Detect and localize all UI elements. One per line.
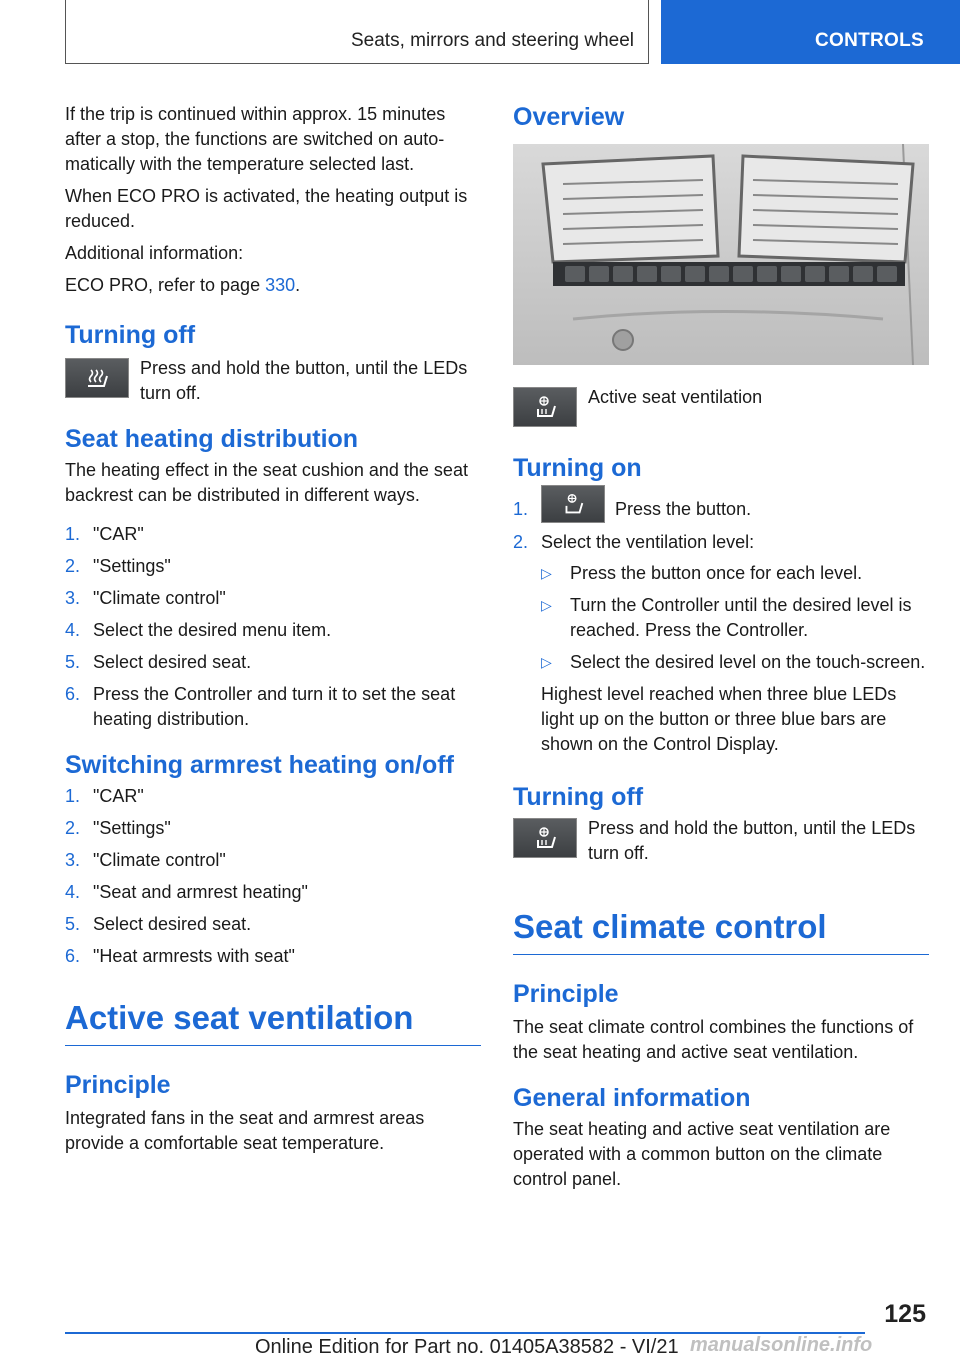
principle-text: Integrated fans in the seat and armrest areas provide a comfortable seat temperature. [65, 1108, 425, 1153]
step-number: 2. [65, 818, 81, 838]
step-number: 3. [65, 588, 81, 608]
step-number: 2. [65, 556, 81, 576]
intro-paragraph-2: When ECO PRO is activated, the heating output is reduced. [65, 186, 468, 231]
sub-step-text: Press the button once for each level. [570, 563, 863, 584]
step-number: 6. [65, 684, 81, 704]
turning-on-steps [513, 497, 929, 764]
step-content [541, 497, 751, 523]
controls-tab [661, 0, 960, 64]
distribution-heading: Seat heating distribution [65, 425, 359, 453]
step-number: 2. [513, 532, 529, 553]
step-text: "Settings" [93, 818, 171, 838]
climate-section-heading: Seat climate control [513, 908, 929, 955]
header-section-box [65, 0, 649, 64]
triangle-bullet-icon: ▷ [541, 565, 552, 582]
turning-off-row [65, 356, 481, 406]
turning-off-heading: Turning off [65, 321, 196, 349]
turning-off-heading-right: Turning off [513, 783, 644, 812]
general-heading: General information [513, 1084, 751, 1113]
turning-on-heading: Turning on [513, 454, 642, 482]
list-item [541, 593, 929, 643]
eco-pro-reference-text: ECO PRO, refer to page [65, 275, 266, 295]
reference-suffix: . [295, 275, 301, 295]
turning-off-text-right: Press and hold the button, until the LEDs turn off. [588, 818, 916, 864]
step-number: 1. [65, 786, 81, 806]
photo-caption: Active seat ventilation [588, 387, 763, 407]
step-content [541, 530, 929, 764]
edition-text: Online Edition for Part no. 01405A38582 - VI/21 [255, 1336, 679, 1358]
seat-ventilation-icon [513, 818, 577, 858]
list-item [65, 880, 481, 905]
step-number: 4. [65, 620, 81, 640]
intro-paragraph-1: If the trip is continued within approx. 15 minutes after a stop, the functions are switched on auto-matically with the temperature selected last. [65, 104, 446, 174]
step-text: "Climate control" [93, 850, 226, 870]
left-column [65, 102, 481, 1163]
list-item [65, 682, 481, 732]
armrest-steps [65, 784, 481, 969]
highest-level-text: Highest level reached when three blue LEDs light up on the button or three blue bars are shown on the Control Display. [541, 684, 897, 755]
general-text: The seat heating and active seat ventilation are operated with a common button on the climate control panel. [513, 1119, 891, 1190]
step-number: 4. [65, 882, 81, 902]
step-number: 6. [65, 946, 81, 966]
step-text: "Heat armrests with seat" [93, 946, 295, 966]
triangle-bullet-icon: ▷ [541, 597, 552, 614]
step-number: 1. [513, 499, 529, 519]
step-number: 5. [65, 914, 81, 934]
sub-steps [541, 561, 929, 675]
sub-step-text: Turn the Controller until the desired level is reached. Press the Controller. [570, 595, 912, 641]
list-item [65, 816, 481, 841]
step-text: Press the button. [615, 499, 752, 519]
step-text: "Climate control" [93, 588, 226, 608]
section-title: Seats, mirrors and steering wheel [350, 30, 634, 51]
step-text: Select desired seat. [93, 652, 252, 672]
list-item [65, 784, 481, 809]
turning-off-text: Press and hold the button, until the LEDs turn off. [140, 358, 468, 403]
controls-tab-label: CONTROLS [815, 30, 925, 51]
step-text: Select desired seat. [93, 914, 252, 934]
page-reference-link[interactable]: 330 [265, 275, 296, 295]
principle-heading: Principle [65, 1071, 171, 1099]
seat-ventilation-icon [513, 387, 577, 427]
step-text: "Settings" [93, 556, 171, 576]
step-text: Press the Controller and turn it to set the seat heating distribution. [93, 684, 456, 729]
list-item [65, 618, 481, 643]
turning-off-row-right [513, 816, 929, 866]
list-item [65, 912, 481, 937]
list-item [65, 522, 481, 547]
ventilation-section-heading: Active seat ventilation [65, 999, 481, 1046]
step-text: "CAR" [93, 786, 144, 806]
intro-paragraph-4 [65, 273, 481, 298]
watermark: manualsonline.info [690, 1334, 873, 1356]
list-item [65, 944, 481, 969]
step-text: "Seat and armrest heating" [93, 882, 308, 902]
photo-caption-row [513, 385, 929, 427]
seat-heating-icon [65, 358, 129, 398]
right-column [513, 102, 929, 1199]
list-item [65, 650, 481, 675]
seat-ventilation-icon [541, 485, 605, 523]
distribution-steps [65, 522, 481, 732]
list-item [541, 561, 929, 586]
step-number: 3. [65, 850, 81, 870]
step-number: 1. [65, 524, 81, 544]
list-item [513, 530, 929, 764]
list-item [65, 848, 481, 873]
triangle-bullet-icon: ▷ [541, 654, 552, 671]
list-item [513, 497, 929, 523]
armrest-heading: Switching armrest heating on/off [65, 751, 454, 779]
step-text: Select the desired menu item. [93, 620, 332, 640]
climate-panel-photo [513, 144, 929, 365]
step-number: 5. [65, 652, 81, 672]
step-text: Select the ventilation level: [541, 532, 755, 553]
overview-heading: Overview [513, 103, 625, 131]
sub-step-text: Select the desired level on the touch-screen. [570, 652, 926, 673]
list-item [65, 554, 481, 579]
intro-paragraph-3: Additional information: [65, 243, 244, 263]
principle-text-right: The seat climate control combines the functions of the seat heating and active seat ventilation. [513, 1017, 914, 1063]
step-text: "CAR" [93, 524, 144, 544]
list-item [541, 650, 929, 675]
list-item [65, 586, 481, 611]
principle-heading-right: Principle [513, 980, 619, 1009]
page-number: 125 [884, 1300, 926, 1328]
distribution-text: The heating effect in the seat cushion and the seat backrest can be distributed in different ways. [65, 460, 468, 505]
